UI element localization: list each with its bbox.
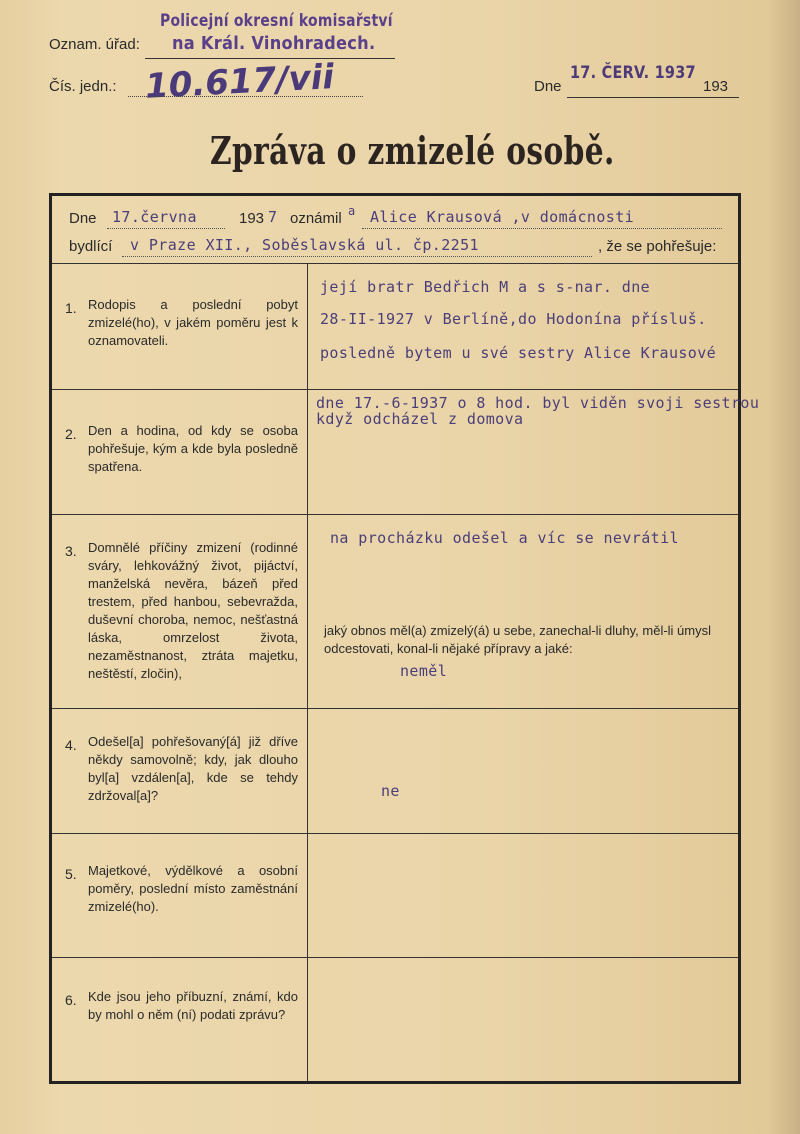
intro-dne-label: Dne — [69, 210, 97, 227]
office-label: Oznam. úřad: — [49, 36, 140, 53]
intro-reported-label: oznámil — [290, 210, 342, 227]
q3-number: 3. — [65, 543, 77, 559]
q4-text: Odešel[a] pohřešovaný[á] již dříve někdy samovolně; kdy, jak dlouho byl[a] vzdálen[a], kde se tehdy zdržoval[a]? — [88, 734, 298, 803]
q2-answer-line1: dne 17.-6-1937 o 8 hod. byl viděn svoji sestrou — [316, 394, 760, 412]
q2-text: Den a hodina, od kdy se osoba pohřešuje, kým a kde byla posledně spatřena. — [88, 423, 298, 474]
intro-date-value: 17.června — [112, 208, 197, 226]
q3-text: Domnělé příčiny zmizení (rodinné sváry, lehkovážný život, pijáctví, manželská nevěra, bázeň před trestem, před hanbou, sebevražda, duševní choroba, nemoc, nešťastná láska, omrzelost života, nezaměstnanost, ztráta majetku, neštěstí, zločin), — [88, 540, 298, 681]
intro-year-digit: 7 — [268, 208, 278, 226]
divider-row5 — [52, 957, 738, 958]
divider-row3 — [52, 708, 738, 709]
page-title: Zpráva o zmizelé osobě. — [210, 128, 615, 173]
intro-address-dots — [122, 256, 592, 257]
intro-reporter-dots — [362, 228, 722, 229]
intro-reporter: Alice Krausová ,v domácnosti — [370, 208, 635, 226]
q3-answer-line1: na procházku odešel a víc se nevrátil — [330, 529, 679, 547]
q4-number: 4. — [65, 737, 77, 753]
date-underline — [567, 97, 739, 98]
office-underline — [145, 58, 395, 59]
q2-answer-line2: když odcházel z domova — [316, 410, 524, 428]
intro-address: v Praze XII., Soběslavská ul. čp.2251 — [130, 236, 479, 254]
office-stamp-line1: Policejní okresní komisařství — [160, 11, 393, 31]
q1-text: Rodopis a poslední pobyt zmizelé(ho), v jakém poměru jest k oznamovateli. — [88, 297, 298, 348]
intro-year-prefix: 193 — [239, 210, 265, 227]
intro-date-dots — [107, 228, 225, 229]
q5-text: Majetkové, výdělkové a osobní poměry, poslední místo zaměstnání zmizelé(ho). — [88, 863, 298, 914]
q2-number: 2. — [65, 426, 77, 442]
intro-missing-label: , že se pohřešuje: — [598, 238, 717, 255]
intro-residing-label: bydlící — [69, 238, 113, 255]
q5-number: 5. — [65, 866, 77, 882]
q6-number: 6. — [65, 992, 77, 1008]
q3-sub-question: jaký obnos měl(a) zmizelý(á) u sebe, zanechal-li dluhy, měl-li úmysl odcestovati, konal-li nějaké přípravy a jaké: — [324, 623, 712, 656]
divider-row4 — [52, 833, 738, 834]
year-suffix: 193 — [703, 78, 729, 95]
divider-intro — [52, 263, 738, 264]
q1-answer-line3: posledně bytem u své sestry Alice Krausové — [320, 344, 717, 362]
ref-label: Čís. jedn.: — [49, 78, 117, 95]
column-divider — [307, 263, 308, 1081]
ref-underline — [128, 96, 363, 97]
q6-text: Kde jsou jeho příbuzní, známí, kdo by mohl o něm (ní) podati zprávu? — [88, 989, 298, 1022]
office-stamp-line2: na Král. Vinohradech. — [172, 33, 376, 54]
divider-row1 — [52, 389, 738, 390]
report-form — [49, 193, 760, 1084]
divider-row2 — [52, 514, 738, 515]
date-stamp: 17. ČERV. 1937 — [570, 63, 696, 83]
q1-answer-line1: její bratr Bedřich M a s s-nar. dne — [320, 278, 651, 296]
q1-number: 1. — [65, 300, 77, 316]
intro-reported-suffix: a — [348, 204, 356, 218]
q1-answer-line2: 28-II-1927 v Berlíně,do Hodonína přísluš. — [320, 310, 707, 328]
date-label: Dne — [534, 78, 562, 95]
q4-answer: ne — [381, 782, 400, 800]
ref-number: 10.617/vii — [144, 57, 336, 107]
q3-sub-answer: neměl — [400, 662, 448, 680]
